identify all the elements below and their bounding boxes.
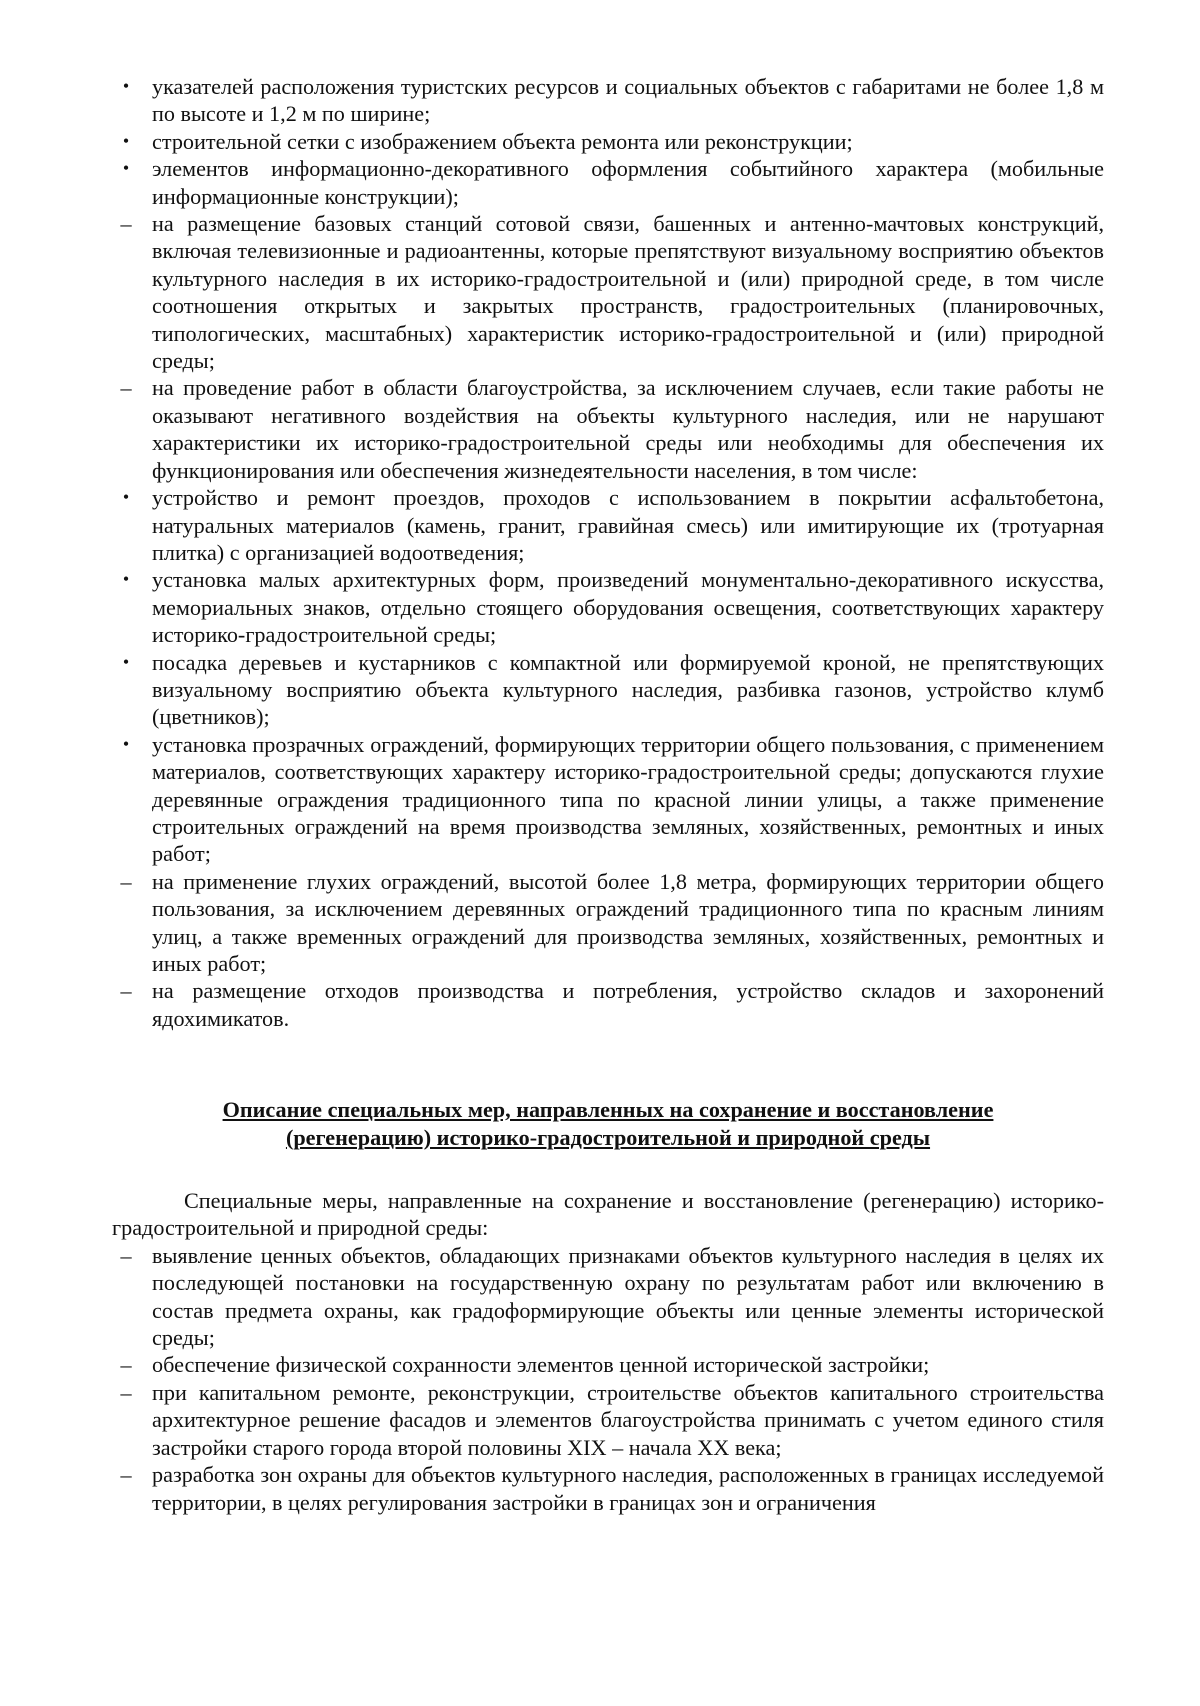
list-item [112, 649, 1104, 731]
bullet-marker: • [122, 569, 130, 590]
list-item-text: установка малых архитектурных форм, произведений монументально-декоративного искусства, мемориальных знаков, отдельно стоящего оборудования освещения, соответствующих характеру историко-градостроительной среды; [152, 567, 1104, 648]
list-item [112, 210, 1104, 374]
section-spacer [112, 1032, 1104, 1096]
bullet-marker: • [122, 76, 130, 96]
list-item [112, 977, 1104, 1032]
list-item-text: посадка деревьев и кустарников с компактной или формируемой кроной, не препятствующих визуальному восприятию объекта культурного наследия, разбивка газонов, устройство клумб (цветников); [152, 649, 1104, 730]
dash-marker: – [120, 1352, 132, 1378]
list-item-text: на проведение работ в области благоустройства, за исключением случаев, если такие работы не оказывают негативного воздействия на объекты культурного наследия, или не нарушают характеристики их историко-градостроительной среды или необходимы для обеспечения их функционирования или обеспечения жизнедеятельности населения, в том числе: [152, 375, 1104, 483]
intro-paragraph: Специальные меры, направленные на сохранение и восстановление (регенерацию) историко-градостроительной и природной среды: [112, 1188, 1104, 1241]
list-item [112, 1242, 1104, 1352]
list-item [112, 155, 1104, 210]
bullet-marker: • [122, 130, 130, 151]
list-item-text: разработка зон охраны для объектов культурного наследия, расположенных в границах исследуемой территории, в целях регулирования застройки в границах зон и ограничения [152, 1462, 1104, 1515]
list-item [112, 128, 1104, 155]
list-item-text: устройство и ремонт проездов, проходов с использованием в покрытии асфальтобетона, натуральных материалов (камень, гранит, гравийная смесь) или имитирующие их (тротуарная плитка) с организацией водоотведения; [152, 485, 1104, 565]
dash-marker: – [120, 1379, 132, 1405]
list-item-text: на размещение отходов производства и потребления, устройство складов и захоронений ядохимикатов. [152, 978, 1104, 1031]
bullet-marker: • [122, 733, 130, 754]
dash-marker: – [120, 1242, 132, 1268]
list-item-text: элементов информационно-декоративного оформления событийного характера (мобильные информационные конструкции); [152, 156, 1104, 209]
list-item-text: выявление ценных объектов, обладающих признаками объектов культурного наследия в целях их последующей постановки на государственную охрану по результатам работ или включению в состав предмета охраны, как градоформирующие объекты или ценные элементы исторической среды; [152, 1242, 1104, 1351]
list-item-text: при капитальном ремонте, реконструкции, строительстве объектов капитального строительства архитектурное решение фасадов и элементов благоустройства принимать с учетом единого стиля застройки старого города второй половины XIX – начала XX века; [152, 1379, 1104, 1460]
section-heading: Описание специальных мер, направленных на сохранение и восстановление (регенерацию) историко-градостроительной и природной среды [222, 1097, 994, 1150]
list-item [112, 566, 1104, 648]
dash-marker: – [120, 211, 132, 237]
special-measures-list [112, 1242, 1104, 1516]
dash-marker: – [120, 868, 132, 894]
list-item-text: обеспечение физической сохранности элементов ценной исторической застройки; [152, 1352, 930, 1378]
list-item-text: установка прозрачных ограждений, формирующих территории общего пользования, с применением материалов, соответствующих характеру историко-градостроительной среды; допускаются глухие деревянные ограждения традиционного типа по красной линии улицы, а также применение строительных ограждений на время производства земляных, хозяйственных, ремонтных и иных работ; [152, 731, 1104, 867]
document-page [112, 73, 1104, 1516]
list-item [112, 374, 1104, 484]
list-item-text: указателей расположения туристских ресурсов и социальных объектов с габаритами не более 1,8 м по высоте и 1,2 м по ширине; [152, 74, 1104, 127]
list-item [112, 1379, 1104, 1461]
restrictions-list [112, 73, 1104, 1032]
list-item [112, 1461, 1104, 1516]
list-item [112, 484, 1104, 566]
list-item [112, 73, 1104, 128]
list-item [112, 1351, 1104, 1378]
list-item-text: на размещение базовых станций сотовой связи, башенных и антенно-мачтовых конструкций, включая телевизионные и радиоантенны, которые препятствуют визуальному восприятию объектов культурного наследия в их историко-градостроительной и (или) природной среде, в том числе соотношения открытых и закрытых пространств, градостроительных (планировочных, типологических, масштабных) характеристик историко-градостроительной и (или) природной среды; [152, 211, 1104, 374]
list-item-text: на применение глухих ограждений, высотой более 1,8 метра, формирующих территории общего пользования, за исключением деревянных ограждений традиционного типа по красным линиям улиц, а также временных ограждений для производства земляных, хозяйственных, ремонтных и иных работ; [152, 868, 1104, 976]
list-item [112, 731, 1104, 868]
dash-marker: – [120, 375, 132, 401]
list-item [112, 868, 1104, 978]
list-item-text: строительной сетки с изображением объекта ремонта или реконструкции; [152, 128, 853, 154]
bullet-marker: • [122, 158, 130, 179]
bullet-marker: • [122, 651, 130, 672]
dash-marker: – [120, 1462, 132, 1488]
bullet-marker: • [122, 487, 130, 508]
dash-marker: – [120, 978, 132, 1004]
